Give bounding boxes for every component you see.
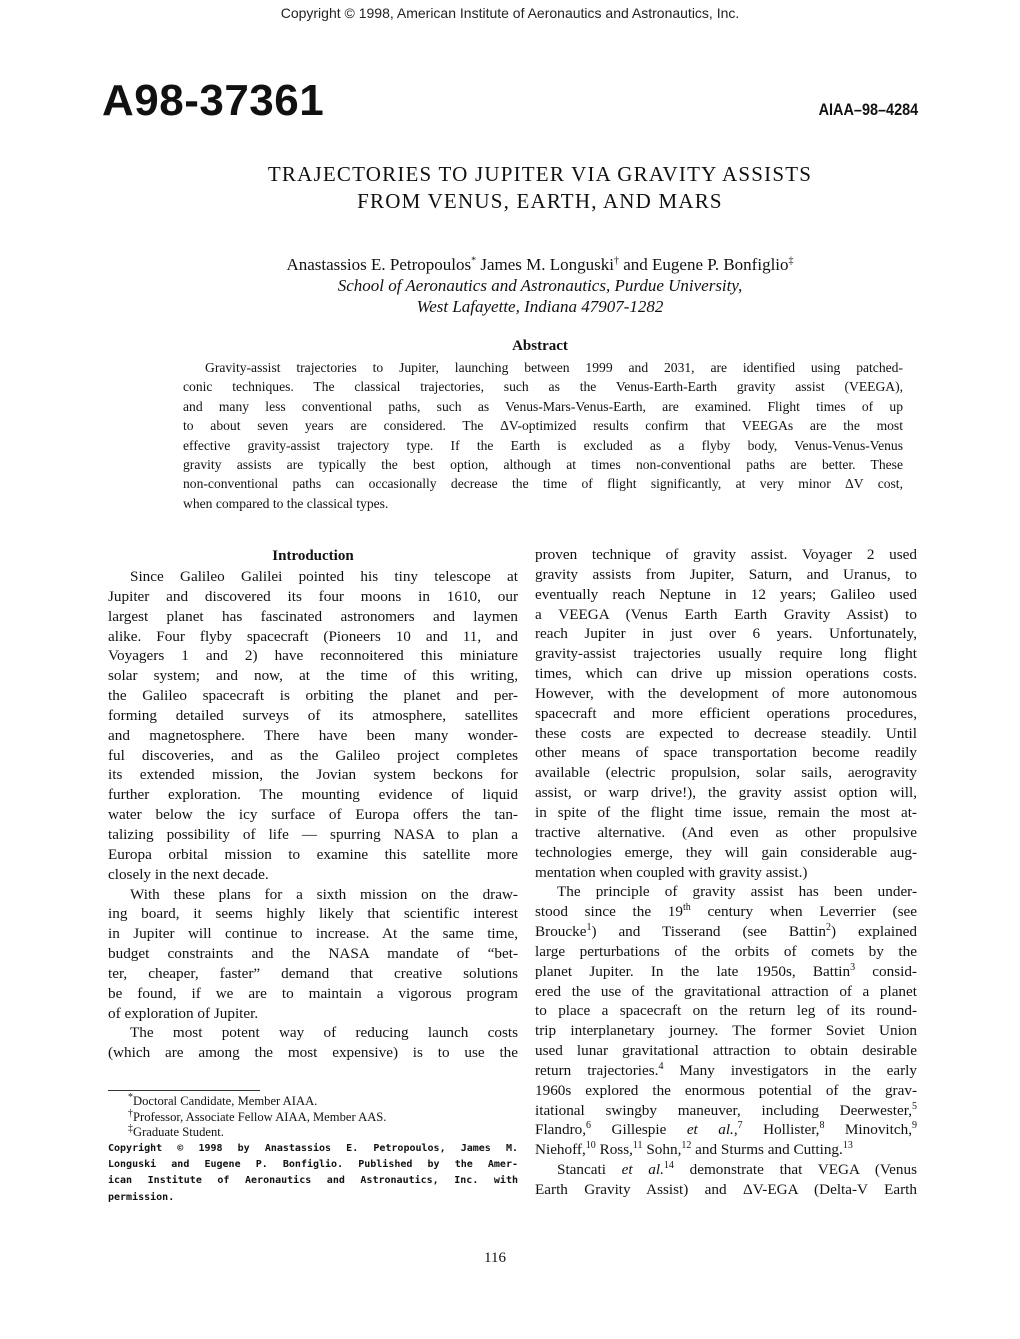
- superscript: *: [471, 255, 477, 267]
- text-line: [183, 494, 903, 513]
- text-run: Ross,: [595, 1141, 633, 1159]
- text-line: [108, 1141, 518, 1157]
- text-run: large perturbations of the orbits of comets by the: [535, 942, 917, 960]
- footnote-mark: *: [128, 1091, 133, 1103]
- text-run: mentation when coupled with gravity assist.): [535, 863, 808, 881]
- footnote-mark: †: [128, 1107, 133, 1119]
- abstract-heading: Abstract: [512, 338, 568, 354]
- text-line: [535, 982, 917, 1002]
- text-run: (which are among the most expensive) is to use the: [108, 1044, 518, 1062]
- text-line: [535, 585, 917, 605]
- text-line: [535, 1001, 917, 1021]
- text-run: 1960s explored the enormous potential of the grav-: [535, 1081, 917, 1099]
- text-run: However, with the development of more autonomous: [535, 684, 917, 702]
- text-line: [535, 624, 917, 644]
- superscript: 8: [819, 1120, 825, 1132]
- text-run: when compared to the classical types.: [183, 495, 389, 511]
- abstract-body: [183, 358, 903, 513]
- superscript: †: [614, 255, 619, 267]
- text-run: Longuski and Eugene P. Bonfiglio. Published by the Amer-: [108, 1159, 518, 1171]
- text-run: assist, or warp drive!), the gravity assist option will,: [535, 784, 917, 802]
- superscript: 9: [912, 1120, 918, 1132]
- paper-title-line-1: TRAJECTORIES TO JUPITER VIA GRAVITY ASSISTS: [267, 162, 813, 186]
- page-number: 116: [484, 1250, 506, 1266]
- superscript: th: [683, 902, 691, 914]
- text-run: Hollister,: [742, 1121, 820, 1139]
- text-run: Minovitch,: [824, 1121, 913, 1139]
- text-line: [535, 664, 917, 684]
- text-line: [535, 724, 917, 744]
- text-run: solar system; and now, at the time of this writing,: [108, 667, 518, 685]
- text-run: permission.: [108, 1191, 175, 1203]
- text-line: [108, 765, 518, 785]
- text-run: With these plans for a sixth mission on the draw-: [130, 885, 518, 903]
- superscript: 14: [663, 1160, 674, 1172]
- text-line: [183, 455, 903, 474]
- text-line: [108, 627, 518, 647]
- paragraph: [108, 1023, 518, 1063]
- text-run: in spite of the flight time issue, remain the most at-: [535, 803, 917, 821]
- text-run: a VEEGA (Venus Earth Earth Gravity Assist) to: [535, 605, 917, 623]
- text-line: [108, 1173, 518, 1189]
- text-run: the Galileo spacecraft is orbiting the planet and per-: [108, 687, 518, 705]
- footnote: [108, 1091, 518, 1110]
- text-line: [108, 587, 518, 607]
- text-run: Copyright © 1998 by Anastassios E. Petropoulos, James M.: [108, 1143, 518, 1154]
- text-run: these costs are expected to decrease steadily. Until: [535, 724, 917, 742]
- text-run: used lunar gravitational attraction to obtain desirable: [535, 1042, 917, 1060]
- text-line: [108, 805, 518, 825]
- text-line: [535, 1041, 917, 1061]
- text-run: ican Institute of Aeronautics and Astronautics, Inc. with: [108, 1175, 518, 1187]
- text-run: The principle of gravity assist has been under-: [557, 883, 917, 901]
- text-run: consid-: [855, 962, 917, 980]
- text-run: non-conventional paths can occasionally decrease the time of flight significantly, at very minor ΔV cost,: [183, 476, 903, 492]
- text-run: technologies emerge, they will gain considerable aug-: [535, 843, 917, 861]
- text-line: [535, 823, 917, 843]
- text-run: gravity assists from Jupiter, Saturn, and Uranus, to: [535, 565, 917, 583]
- superscript: 2: [825, 921, 831, 933]
- text-line: [108, 984, 518, 1004]
- superscript: 7: [737, 1120, 743, 1132]
- text-run: eventually reach Neptune in 12 years; Galileo used: [535, 585, 917, 603]
- text-line: [108, 646, 518, 666]
- text-line: [183, 436, 903, 455]
- superscript: 13: [842, 1140, 853, 1152]
- text-run: itational swingby maneuver, including Deerwester,: [535, 1101, 912, 1119]
- text-line: [183, 474, 903, 493]
- superscript: 12: [681, 1140, 692, 1152]
- text-run: effective gravity-assist trajectory type. If the Earth is excluded as a flyby body, Venus-Venus-Venus: [183, 437, 903, 453]
- text-run: times, which can drive up mission operations costs.: [535, 665, 917, 683]
- accession-number: A98-37361: [102, 76, 325, 125]
- text-run: and many less conventional paths, such as Venus-Mars-Venus-Earth, are examined. Flight times of up: [183, 398, 903, 414]
- text-line: [535, 743, 917, 763]
- text-line: [108, 1043, 518, 1063]
- text-line: [108, 964, 518, 984]
- superscript: 6: [586, 1120, 592, 1132]
- affiliation-line-1: School of Aeronautics and Astronautics, Purdue University,: [337, 276, 743, 295]
- text-run: reach Jupiter in just over 6 years. Unfortunately,: [535, 625, 917, 643]
- text-run: Gravity-assist trajectories to Jupiter, launching between 1999 and 2031, are identified using patched-: [205, 360, 903, 375]
- text-line: [535, 863, 917, 883]
- text-line: [108, 686, 518, 706]
- text-line: [535, 803, 917, 823]
- text-line: [535, 1061, 917, 1081]
- superscript: 10: [585, 1140, 596, 1152]
- text-line: [535, 565, 917, 585]
- paragraph: [535, 545, 917, 882]
- text-run: James M. Longuski: [476, 255, 614, 274]
- text-run: trip interplanetary journey. The former Soviet Union: [535, 1022, 917, 1040]
- text-line: [108, 746, 518, 766]
- superscript: 11: [632, 1140, 643, 1152]
- text-line: [108, 825, 518, 845]
- text-line: [535, 605, 917, 625]
- text-run: and Eugene P. Bonfiglio: [619, 255, 789, 274]
- text-line: [108, 944, 518, 964]
- text-run: Stancati: [557, 1161, 622, 1179]
- text-line: [535, 783, 917, 803]
- italic-text: et al.: [621, 1161, 664, 1179]
- text-run: to place a spacecraft on the return leg of its round-: [535, 1002, 917, 1020]
- text-line: [535, 1081, 917, 1101]
- text-run: be found, if we are to maintain a vigorous program: [108, 984, 518, 1002]
- text-line: [108, 1023, 518, 1043]
- right-column: [535, 545, 917, 1200]
- text-run: Flandro,: [535, 1121, 587, 1139]
- text-run: Voyagers 1 and 2) have reconnoitered this miniature: [108, 647, 518, 665]
- footnote-text: Graduate Student.: [133, 1125, 224, 1139]
- text-line: [535, 644, 917, 664]
- text-run: return trajectories.: [535, 1061, 659, 1079]
- text-line: [535, 1180, 917, 1200]
- text-run: conic techniques. The classical trajectories, such as the Venus-Earth-Earth gravity assist (VEEGA),: [183, 379, 903, 395]
- text-run: closely in the next decade.: [108, 865, 269, 883]
- text-line: [183, 358, 903, 377]
- text-run: demonstrate that VEGA (Venus: [673, 1161, 918, 1179]
- text-run: ing board, it seems highly likely that scientific interest: [108, 905, 518, 923]
- text-run: tractive alternative. (And even as other propulsive: [535, 823, 917, 841]
- text-line: [535, 843, 917, 863]
- text-run: stood since the 19: [535, 903, 683, 921]
- text-run: ter, cheaper, faster” demand that creative solutions: [108, 964, 518, 982]
- text-line: [183, 397, 903, 416]
- text-run: Many investigators in the early: [663, 1061, 917, 1079]
- footnotes: [108, 1091, 518, 1141]
- text-run: spacecraft and more efficient operations procedures,: [535, 704, 917, 722]
- superscript: 3: [850, 961, 856, 973]
- left-column: [108, 545, 518, 1063]
- text-line: [535, 704, 917, 724]
- copyright-header: Copyright © 1998, American Institute of Aeronautics and Astronautics, Inc.: [280, 5, 740, 21]
- text-line: [108, 666, 518, 686]
- text-run: ) explained: [830, 923, 917, 941]
- text-line: [108, 726, 518, 746]
- text-line: [535, 962, 917, 982]
- text-run: Since Galileo Galilei pointed his tiny telescope at: [130, 568, 518, 585]
- text-line: [535, 1021, 917, 1041]
- text-line: [108, 924, 518, 944]
- superscript: ‡: [788, 255, 794, 267]
- text-run: ) and Tisserand (see Battin: [591, 923, 826, 941]
- text-run: and Sturms and Cutting.: [691, 1141, 843, 1159]
- text-line: [108, 567, 518, 587]
- paragraph: [535, 1160, 917, 1200]
- text-line: [535, 1120, 917, 1140]
- text-run: water below the icy surface of Europa offers the tan-: [108, 806, 518, 824]
- text-line: [535, 902, 917, 922]
- text-run: Gillespie: [591, 1121, 687, 1139]
- paragraph: [535, 882, 917, 1160]
- footnote-text: Professor, Associate Fellow AIAA, Member AAS.: [133, 1109, 387, 1124]
- author-list: [0, 255, 1020, 275]
- text-run: Earth Gravity Assist) and ΔV-EGA (Delta-V Earth: [535, 1181, 917, 1198]
- text-line: [108, 1190, 518, 1206]
- text-line: [108, 1004, 518, 1024]
- text-run: ful discoveries, and as the Galileo project completes: [108, 746, 518, 764]
- text-run: ered the use of the gravitational attraction of a planet: [535, 982, 917, 1000]
- text-run: in Jupiter will continue to increase. At the same time,: [108, 925, 518, 943]
- text-line: [183, 416, 903, 435]
- footnote-mark: ‡: [128, 1122, 133, 1134]
- copyright-footnote: [108, 1141, 518, 1206]
- text-line: [535, 545, 917, 565]
- paragraph: [108, 567, 518, 885]
- text-line: [108, 845, 518, 865]
- text-run: The most potent way of reducing launch costs: [130, 1024, 518, 1042]
- affiliation-line-2: West Lafayette, Indiana 47907-1282: [416, 297, 664, 316]
- text-line: [535, 763, 917, 783]
- text-run: proven technique of gravity assist. Voyager 2 used: [535, 546, 917, 563]
- footnote-text: Doctoral Candidate, Member AIAA.: [133, 1094, 318, 1108]
- superscript: 5: [912, 1100, 917, 1112]
- text-line: [108, 706, 518, 726]
- text-line: [108, 904, 518, 924]
- text-run: planet Jupiter. In the late 1950s, Battin: [535, 962, 851, 980]
- text-line: [108, 607, 518, 627]
- text-line: [535, 1140, 917, 1160]
- text-run: Jupiter and discovered its four moons in 1610, our: [108, 587, 518, 605]
- footnote: [108, 1107, 518, 1126]
- text-line: [535, 882, 917, 902]
- text-run: Broucke: [535, 923, 587, 941]
- text-run: of exploration of Jupiter.: [108, 1004, 259, 1022]
- text-line: [535, 1160, 917, 1180]
- text-run: and magnetosphere. There have been many wonder-: [108, 726, 518, 744]
- text-line: [108, 785, 518, 805]
- section-heading-introduction: Introduction: [272, 548, 354, 564]
- text-run: Niehoff,: [535, 1141, 586, 1159]
- text-run: budget constraints and the NASA mandate of “bet-: [108, 945, 518, 963]
- text-run: ,: [733, 1121, 738, 1139]
- text-run: century when Leverrier (see: [690, 903, 918, 921]
- text-run: gravity-assist trajectories usually require long flight: [535, 645, 917, 663]
- paragraph: [108, 885, 518, 1024]
- text-run: its extended mission, the Jovian system beckons for: [108, 766, 518, 784]
- superscript: 1: [586, 921, 592, 933]
- text-run: alike. Four flyby spacecraft (Pioneers 10 and 11, and: [108, 627, 518, 645]
- text-line: [535, 684, 917, 704]
- text-run: further exploration. The mounting evidence of liquid: [108, 786, 518, 804]
- superscript: 4: [658, 1060, 664, 1072]
- text-run: other means of space transportation become readily: [535, 744, 917, 762]
- text-line: [108, 865, 518, 885]
- text-line: [183, 377, 903, 396]
- italic-text: et al.: [686, 1121, 734, 1139]
- footnote: [108, 1122, 518, 1141]
- text-line: [108, 885, 518, 905]
- report-number: AIAA–98–4284: [818, 100, 918, 119]
- text-run: largest planet has fascinated astronomers and laymen: [108, 607, 518, 625]
- text-line: [108, 1157, 518, 1173]
- paper-title-line-2: FROM VENUS, EARTH, AND MARS: [357, 189, 723, 213]
- text-run: forming detailed surveys of its atmosphere, satellites: [108, 706, 518, 724]
- text-run: gravity assists are typically the best option, although at times non-conventional paths are better. These: [183, 456, 903, 472]
- text-run: talizing possibility of life — spurring NASA to plan a: [108, 825, 518, 843]
- text-run: Europa orbital mission to examine this satellite more: [108, 845, 518, 863]
- text-run: available (electric propulsion, solar sails, aerogravity: [535, 764, 917, 782]
- text-line: [535, 942, 917, 962]
- text-line: [535, 1101, 917, 1121]
- text-run: to about seven years are considered. The ΔV-optimized results confirm that VEEGAs are the most: [183, 418, 903, 434]
- text-run: Anastassios E. Petropoulos: [286, 255, 472, 274]
- text-run: Sohn,: [642, 1141, 682, 1159]
- text-line: [535, 922, 917, 942]
